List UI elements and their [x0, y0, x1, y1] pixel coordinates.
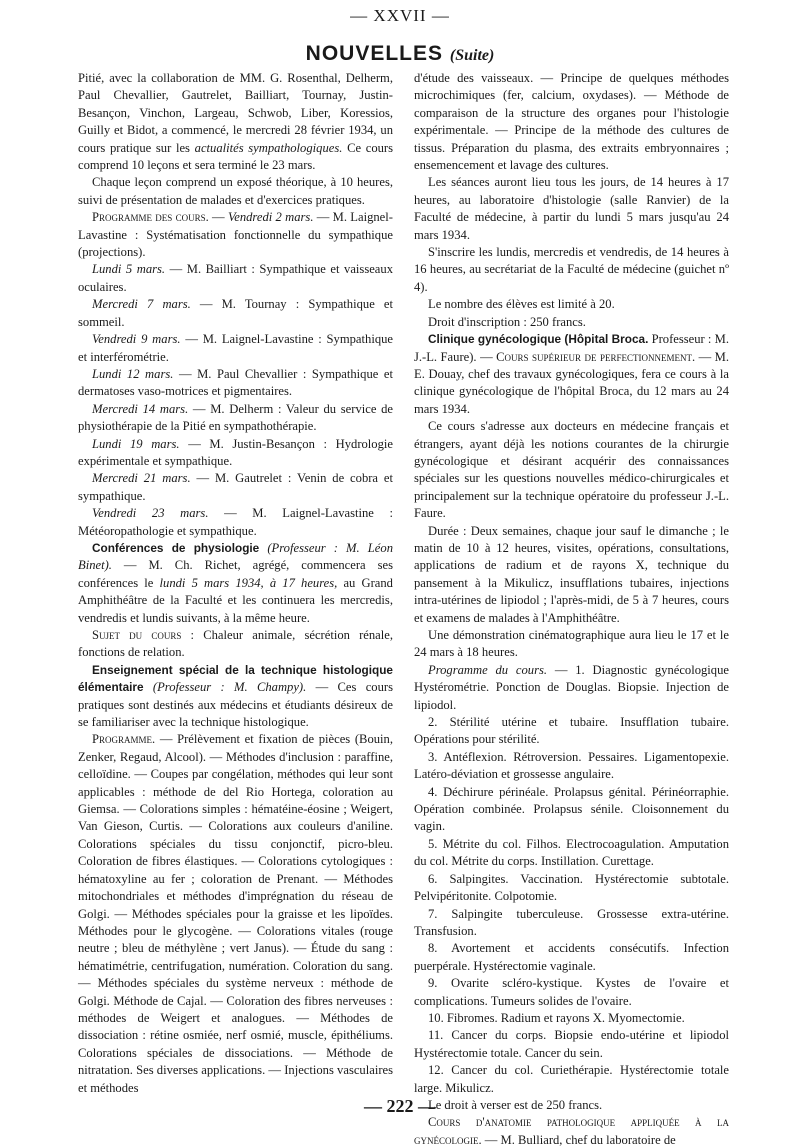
- professor: (Professeur : M. Léon Binet).: [78, 540, 393, 573]
- lesson-item: [78, 505, 393, 540]
- paragraph: Chaque leçon comprend un exposé théorique, à 10 heures, suivi de présentation de malades et d'exercices pratiques.: [78, 175, 393, 207]
- italic-text: actualités sympathologiques.: [194, 140, 343, 155]
- date: lundi 5 mars 1934, à 17 heures,: [159, 575, 338, 590]
- heading: Conférences de physiologie: [92, 540, 260, 555]
- text: — M. Justin-Besançon : Hydrologie expérimentale et sympathique.: [78, 436, 393, 468]
- label: — Cours supérieur de perfectionnement.: [480, 349, 696, 364]
- histology-paragraph: [78, 662, 393, 732]
- program-item: 4. Déchirure périnéale. Prolapsus génital. Périnéorraphie. Opération combinée. Prolapsus sénile. Cloisonnement du vagin.: [414, 784, 729, 834]
- clinique-paragraph: [414, 331, 729, 418]
- text: — M. Laignel-Lavastine : Météoropathologie et sympathique.: [78, 506, 393, 538]
- text: — M. E. Douay, chef des travaux gynécologiques, fera ce cours à la clinique gynécologique de l'hôpital Broca, du 12 mars au 24 mars 1934.: [414, 349, 730, 416]
- program-item: 10. Fibromes. Radium et rayons X. Myomectomie.: [428, 1010, 685, 1025]
- paragraph: Droit d'inscription : 250 francs.: [428, 314, 586, 329]
- paragraph: Ce cours s'adresse aux docteurs en médecine français et étrangers, ayant déjà les notions courantes de la chirurgie gynécologique et désirant acquérir des connaissances spéciales sur les questions nouvelles médico-chirurgicales et principalement sur la technique opératoire du professeur J.-L. Faure.: [414, 419, 729, 521]
- anatomy-paragraph: [414, 1114, 729, 1146]
- paragraph: S'inscrire les lundis, mercredis et vendredis, de 14 heures à 16 heures, au secrétariat de la Faculté de médecine (guichet nº 4).: [414, 245, 729, 294]
- text: — Ces cours pratiques sont destinés aux médecins et étudiants désireux de se familiariser avec la technique histologique.: [78, 680, 393, 730]
- lesson-item: [78, 436, 393, 471]
- histology-program: [78, 731, 393, 1097]
- program-item: 9. Ovarite scléro-kystique. Kystes de l'ovaire et complications. Tumeurs solides de l'ovaire.: [414, 976, 729, 1008]
- date: Vendredi 2 mars.: [227, 210, 314, 225]
- program-item: 5. Métrite du col. Filhos. Electrocoagulation. Amputation du col. Métrite du corps. Instillation. Curettage.: [414, 836, 729, 869]
- lesson-item: [78, 470, 393, 505]
- lesson-item: [78, 366, 393, 401]
- program-item: 3. Antéflexion. Rétroversion. Pessaires. Ligamentopexie. Latéro-déviation et grossesse angulaire.: [414, 749, 729, 782]
- left-column: [78, 70, 393, 1097]
- text: — M. Bailliart : Sympathique et vaisseaux oculaires.: [78, 262, 393, 294]
- program-item: 12. Cancer du col. Curiethérapie. Hystérectomie totale large. Mikulicz.: [414, 1063, 729, 1095]
- paragraph: [78, 70, 393, 174]
- physiology-paragraph: [78, 540, 393, 627]
- subject-paragraph: [78, 627, 393, 662]
- professor: Professeur : M. J.-L. Faure).: [414, 332, 729, 364]
- text: — M. Gautrelet : Venin de cobra et sympathique.: [78, 471, 393, 503]
- label: Programme des cours.: [92, 210, 209, 225]
- program-paragraph: Programme des cours. — Vendredi 2 mars. — M. Laignel-Lavastine : Systématisation fonctionnelle du sympathique (projections).: [78, 210, 393, 260]
- paragraph: Les séances auront lieu tous les jours, de 14 heures à 17 heures, au laboratoire d'histologie (salle Ranvier) de la Faculté de médecine, à partir du lundi 5 mars jusqu'au 24 mars 1934.: [414, 175, 729, 242]
- program-item: 11. Cancer du corps. Biopsie endo-utérine et lipiodol Hystérectomie totale. Cancer du sein.: [414, 1028, 729, 1060]
- text: — M. Laignel-Lavastine : Sympathique et interférométrie.: [78, 332, 393, 364]
- lesson-item: [78, 401, 393, 436]
- label: Programme.: [92, 732, 156, 747]
- program-item: [414, 662, 729, 714]
- paragraph: Le droit à verser est de 250 francs.: [428, 1097, 603, 1112]
- date: Vendredi 23 mars.: [92, 506, 209, 521]
- professor: (Professeur : M. Champy).: [152, 680, 307, 695]
- title-suffix: (Suite): [449, 47, 495, 64]
- label: Cours d'anatomie pathologique appliquée à la gynécologie.: [414, 1115, 729, 1146]
- text: — M. Bulliard, chef du laboratoire de: [484, 1132, 676, 1146]
- date: Lundi 12 mars.: [92, 366, 174, 381]
- text: — Prélèvement et fixation de pièces (Bouin, Zenker, Regaud, Alcool). — Méthodes d'inclusion : paraffine, celloïdine. — Coupes par congélation, méthodes qui leur sont applicables : méthode de del Rio Hortega, coloration au Giemsa. — Colorations simples : hématéine-éosine ; Weigert, Van Gieson, Curtis. — Colorations aux couleurs d'aniline. Colorations spéciales du tissu conjonctif, picro-bleu. Coloration de fibres élastiques. — Colorations cytologiques : hématoxyline au fer ; coloration de Prenant. — Méthodes mitochondriales et méthodes d'imprégnation du réseau de Golgi. — Méthodes spéciales pour la graisse et les lipoïdes. Méthodes pour le glycogène. — Colorations vitales (rouge neutre ; bleu de méthylène ; vert Janus). — Étude du sang : hématimétrie, centrifugation, numération. Coloration du sang. — Méthodes spéciales du système nerveux : méthode de Golgi. Méthode de Cajal. — Coloration des fibres nerveuses : méthodes de Weigert et analogues. — Méthodes de dissociation : rétine osmiée, nerf osmié, muscle, épithéliums. Colorations spéciales de dissociations. — Méthode de nitratation. Ses diverses applications. — Injections vasculaires et méthodes: [78, 732, 393, 1095]
- section-title: [0, 42, 800, 66]
- paragraph: Durée : Deux semaines, chaque jour sauf le dimanche ; le matin de 10 à 12 heures, visites, opérations, consultations, applications de radium et de rayons X, technique du pansement à la Mikulicz, insufflations tubaires, injections intra-utérines de lipiodol ; l'après-midi, de 5 à 7 heures, cours et examens de malades à l'Amphithéâtre.: [414, 523, 729, 625]
- date: Mercredi 21 mars.: [92, 471, 191, 486]
- date: Mercredi 14 mars.: [92, 401, 189, 416]
- text: — M. Tournay : Sympathique et sommeil.: [78, 297, 393, 329]
- program-item: 2. Stérilité utérine et tubaire. Insufflation tubaire. Opérations pour stérilité.: [414, 715, 729, 747]
- label: Programme du cours.: [428, 662, 548, 677]
- heading: Enseignement spécial de la technique histologique élémentaire: [78, 662, 393, 695]
- text: Pitié, avec la collaboration de MM. G. Rosenthal, Delherm, Paul Chevallier, Gautrelet, Bailliart, Tournay, Justin-Besançon, Vinchon, Largeau, Schwob, Liber, Koressios, Guilly et Bidot, a commencé, le mercredi 28 février 1934, un cours pratique sur les: [78, 71, 393, 155]
- date: Lundi 19 mars.: [92, 436, 180, 451]
- text: — M. Laignel-Lavastine : Systématisation fonctionnelle du sympathique (projections).: [78, 210, 393, 260]
- lesson-item: [78, 261, 393, 296]
- date: Vendredi 9 mars.: [92, 332, 181, 347]
- right-column: [414, 70, 729, 1146]
- lesson-item: [78, 296, 393, 331]
- text: — M. Ch. Richet, agrégé, commencera ses conférences le: [78, 558, 393, 590]
- date: Lundi 5 mars.: [92, 262, 166, 277]
- text: — M. Delherm : Valeur du service de physiothérapie de la Pitié en sympathothérapie.: [78, 401, 393, 434]
- title-text: NOUVELLES: [305, 42, 444, 65]
- program-item: 7. Salpingite tuberculeuse. Grossesse extra-utérine. Transfusion.: [414, 906, 729, 938]
- paragraph: d'étude des vaisseaux. — Principe de quelques méthodes microchimiques (fer, calcium, oxydases). — Méthode de comparaison de la structure des organes pour l'histologie expérimentale. — Principe de la méthode des cultures de tissus. Préparation du plasma, des extraits embryonnaires ; ensemencement et lavage des cultures.: [414, 71, 729, 173]
- paragraph: Une démonstration cinématographique aura lieu le 17 et le 24 mars à 18 heures.: [414, 628, 729, 660]
- text: au Grand Amphithéâtre de la Faculté et les continuera les mercredis, vendredis et lundis suivants, à la même heure.: [78, 575, 393, 625]
- text: — M. Paul Chevallier : Sympathique et dermatoses vaso-motrices et pigmentaires.: [78, 366, 393, 399]
- date: Mercredi 7 mars.: [92, 297, 191, 312]
- program-item: 6. Salpingites. Vaccination. Hystérectomie subtotale. Pelvipéritonite. Colpotomie.: [414, 871, 729, 904]
- lesson-item: [78, 331, 393, 366]
- label: Sujet du cours :: [92, 628, 195, 642]
- text: Chaleur animale, sécrétion rénale, fonctions de relation.: [78, 628, 393, 660]
- heading: Clinique gynécologique (Hôpital Broca.: [428, 332, 649, 347]
- page-roman-numeral: — XXVII —: [350, 6, 450, 25]
- paragraph: Le nombre des élèves est limité à 20.: [428, 297, 615, 312]
- text: Ce cours comprend 10 leçons et sera terminé le 23 mars.: [78, 140, 394, 173]
- text: — 1. Diagnostic gynécologique Hystérométrie. Ponction de Douglas. Biopsie. Injection de lipiodol.: [414, 662, 729, 712]
- page-number: — 222 —: [364, 1096, 436, 1116]
- program-item: 8. Avortement et accidents consécutifs. Infection puerpérale. Hystérectomie vaginale.: [414, 941, 729, 973]
